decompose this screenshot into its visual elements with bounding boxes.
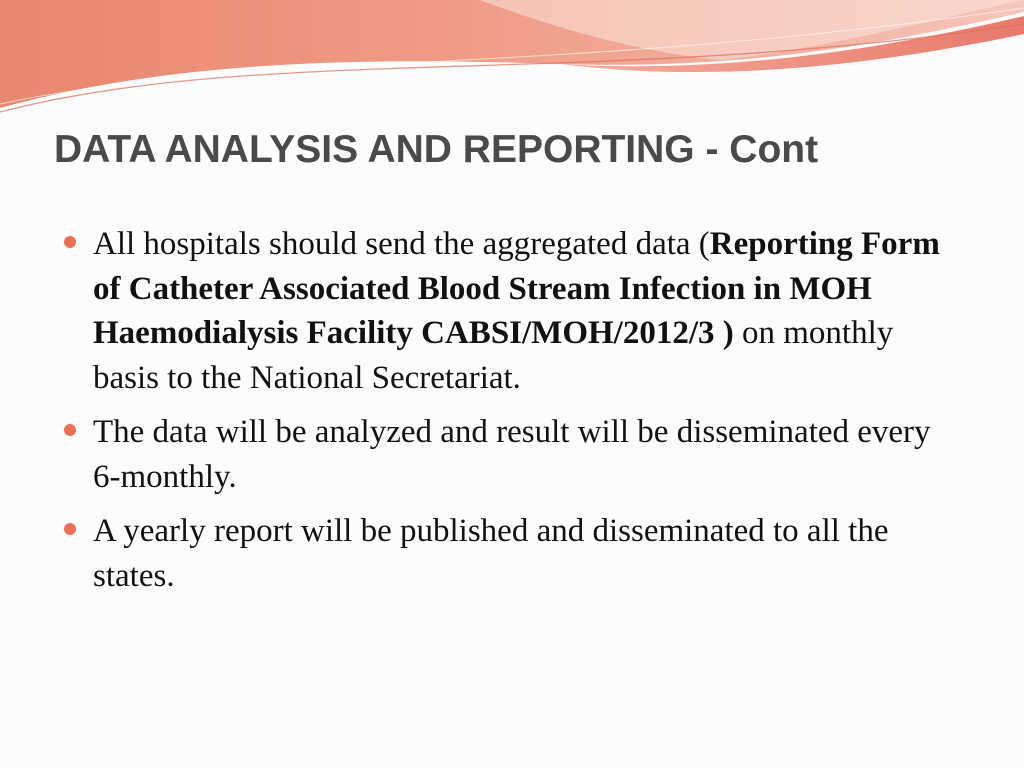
- bullet-icon: [64, 523, 76, 535]
- bullet-item: [62, 222, 962, 400]
- bullet-item: [62, 410, 962, 499]
- bullet-list: [62, 222, 962, 608]
- bullet-text: All hospitals should send the aggregated data (: [93, 226, 710, 262]
- bullet-icon: [64, 424, 76, 436]
- bullet-text: on monthly basis to the National Secretariat.: [93, 315, 894, 396]
- bullet-icon: [64, 236, 76, 248]
- bullet-text: A yearly report will be published and disseminated to all the states.: [93, 513, 889, 594]
- slide-title: DATA ANALYSIS AND REPORTING - Cont: [54, 128, 819, 171]
- bullet-bold-text: Reporting Form of Catheter Associated Blood Stream Infection in MOH Haemodialysis Facility CABSI/MOH/2012/3 ): [93, 226, 940, 351]
- bullet-item: [62, 509, 962, 598]
- bullet-text: The data will be analyzed and result will be disseminated every 6-monthly.: [93, 414, 931, 495]
- header-wave-decoration: [0, 0, 1024, 120]
